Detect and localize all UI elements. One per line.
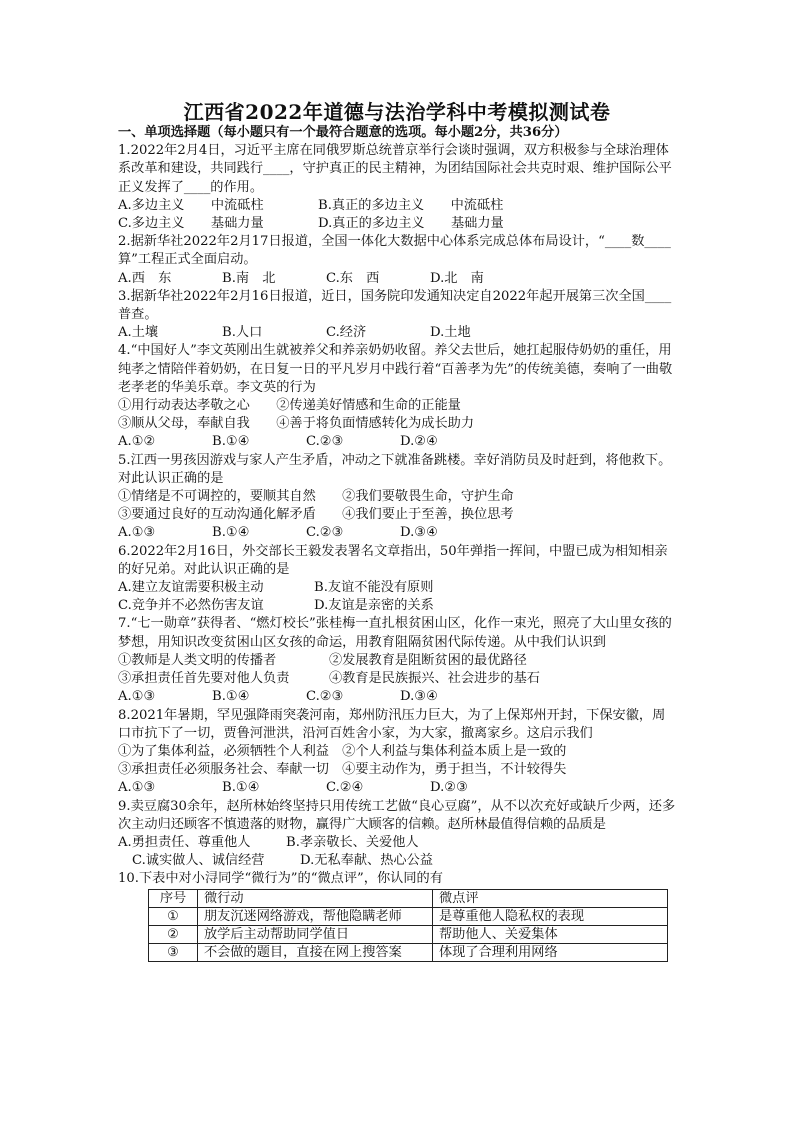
question-4-statements-1: ①用行动表达孝敬之心 ②传递美好情感和生命的正能量 bbox=[118, 398, 461, 414]
option: B.南 北 bbox=[222, 270, 276, 286]
option: B.①④ bbox=[212, 525, 250, 541]
question-5-statements-2: ③要通过良好的互动沟通化解矛盾 ④我们要止于至善，换位思考 bbox=[118, 507, 514, 523]
table-cell: ③ bbox=[149, 943, 198, 961]
question-7-statements-1: ①教师是人类文明的传播者 ②发展教育是阻断贫困的最优路径 bbox=[118, 652, 527, 668]
table-cell: 是尊重他人隐私权的表现 bbox=[433, 907, 668, 925]
option: B.①④ bbox=[222, 780, 260, 796]
table-cell: 帮助他人、关爱集体 bbox=[433, 925, 668, 943]
option: A.土壤 bbox=[118, 325, 159, 341]
option: D.②③ bbox=[430, 780, 468, 796]
option: D.无私奉献、热心公益 bbox=[300, 853, 433, 869]
question-9-options-row-1 bbox=[118, 834, 678, 852]
question-1-stem: 1.2022年2月4日，习近平主席在同俄罗斯总统普京举行会谈时强调，双方积极参与全球治理体系改革和建设，共同践行____，守护真正的民主精神，为团结国际社会共克时艰、维护国际公平正义发挥了____的作用。 bbox=[118, 143, 672, 195]
question-6-options-row-1 bbox=[118, 579, 678, 597]
question-8-statements-1: ①为了集体利益，必须牺牲个人利益 ②个人利益与集体利益本质上是一致的 bbox=[118, 743, 567, 759]
option: C.经济 bbox=[326, 325, 367, 341]
page-title: 江西省2022年道德与法治学科中考模拟测试卷 bbox=[183, 100, 611, 124]
question-7-options bbox=[118, 688, 678, 706]
option: A.①② bbox=[118, 434, 156, 450]
option: D.真正的多边主义 基础力量 bbox=[318, 216, 504, 232]
option: A.多边主义 中流砥柱 bbox=[118, 197, 264, 213]
option: C.东 西 bbox=[326, 270, 380, 286]
table-row bbox=[149, 907, 668, 925]
table-cell: ① bbox=[149, 907, 198, 925]
question-4-options bbox=[118, 433, 678, 451]
table-cell: ② bbox=[149, 925, 198, 943]
option: A.建立友谊需要积极主动 bbox=[118, 580, 264, 596]
option: B.真正的多边主义 中流砥柱 bbox=[318, 197, 504, 213]
table-cell: 朋友沉迷网络游戏，帮他隐瞒老师 bbox=[198, 907, 433, 925]
option: C.②③ bbox=[306, 434, 344, 450]
question-3-stem: 3.据新华社2022年2月16日报道，近日，国务院印发通知决定自2022年起开展第三次全国____普查。 bbox=[118, 288, 672, 323]
question-4-stem: 4.“中国好人”李文英刚出生就被养父和养亲奶奶收留。养父去世后，她扛起服侍奶奶的重任，用纯孝之情陪伴着奶奶，在日复一日的平凡岁月中践行着“百善孝为先”的传统美德，奏响了一曲敬老孝老的华美乐章。李文英的行为 bbox=[118, 343, 673, 395]
question-2-options bbox=[118, 270, 678, 288]
option: A.①③ bbox=[118, 780, 156, 796]
table-cell: 放学后主动帮助同学值日 bbox=[198, 925, 433, 943]
question-5-statements-1: ①情绪是不可调控的，要顺其自然 ②我们要敬畏生命，守护生命 bbox=[118, 489, 514, 505]
question-1-options-row-1 bbox=[118, 197, 678, 215]
question-9-stem: 9.卖豆腐30余年，赵所林始终坚持只用传统工艺做“良心豆腐”，从不以次充好或缺斤少两，还多次主动归还顾客不慎遗落的财物，赢得广大顾客的信赖。赵所林最值得信赖的品质是 bbox=[118, 798, 676, 832]
option: B.①④ bbox=[212, 689, 250, 705]
exam-content bbox=[118, 124, 678, 962]
question-5-stem: 5.江西一男孩因游戏与家人产生矛盾，冲动之下就准备跳楼。幸好消防员及时赶到，将他救下。对此认识正确的是 bbox=[118, 452, 672, 486]
option: C.诚实做人、诚信经营 bbox=[132, 853, 265, 869]
option: D.③④ bbox=[400, 689, 438, 705]
option: D.②④ bbox=[400, 434, 438, 450]
question-1-options-row-2 bbox=[118, 215, 678, 233]
option: D.土地 bbox=[430, 325, 471, 341]
option: A.①③ bbox=[118, 525, 156, 541]
option: C.②③ bbox=[306, 525, 344, 541]
question-3-options bbox=[118, 324, 678, 342]
table-row bbox=[149, 925, 668, 943]
question-8-statements-2: ③承担责任必须服务社会、奉献一切 ④要主动作为，勇于担当，不计较得失 bbox=[118, 762, 567, 778]
table-header-cell: 微行动 bbox=[198, 889, 433, 907]
table-header-cell: 微点评 bbox=[433, 889, 668, 907]
option: B.孝亲敬长、关爱他人 bbox=[286, 834, 419, 850]
question-2-stem: 2.据新华社2022年2月17日报道，全国一体化大数据中心体系完成总体布局设计，“____数____算”工程正式全面启动。 bbox=[118, 234, 671, 268]
option: D.北 南 bbox=[430, 270, 484, 286]
question-8-options bbox=[118, 779, 678, 797]
question-7-statements-2: ③承担责任首先要对他人负责 ④教育是民族振兴、社会进步的基石 bbox=[118, 671, 540, 687]
option: B.人口 bbox=[222, 325, 263, 341]
question-6-options-row-2 bbox=[118, 597, 678, 615]
question-10-stem: 10.下表中对小浔同学“微行为”的“微点评”，你认同的有 bbox=[118, 871, 443, 887]
option: C.竞争并不必然伤害友谊 bbox=[118, 598, 264, 614]
question-4-statements-2: ③顺从父母，奉献自我 ④善于将负面情感转化为成长助力 bbox=[118, 416, 475, 432]
option: B.友谊不能没有原则 bbox=[314, 580, 434, 596]
table-cell: 体现了合理利用网络 bbox=[433, 943, 668, 961]
option: A.勇担责任、尊重他人 bbox=[118, 834, 251, 850]
question-7-stem: 7.“七一勋章”获得者、“燃灯校长”张桂梅一直扎根贫困山区，化作一束光，照亮了大山里女孩的梦想，用知识改变贫困山区女孩的命运，用教育阻隔贫困代际传递。从中我们认识到 bbox=[118, 616, 672, 650]
question-9-options-row-2 bbox=[118, 852, 678, 870]
table-header-cell: 序号 bbox=[149, 889, 198, 907]
section-heading: 一、单项选择题（每小题只有一个最符合题意的选项。每小题2分，共36分） bbox=[118, 125, 568, 140]
question-8-stem: 8.2021年暑期，罕见强降雨突袭河南，郑州防汛压力巨大，为了上保郑州开封，下保安徽，周口市抗下了一切，贾鲁河泄洪，沿河百姓舍小家，为大家，撤离家乡。这启示我们 bbox=[118, 707, 666, 741]
option: A.西 东 bbox=[118, 270, 172, 286]
option: C.多边主义 基础力量 bbox=[118, 216, 264, 232]
table-cell: 不会做的题目，直接在网上搜答案 bbox=[198, 943, 433, 961]
micro-behavior-table bbox=[148, 889, 668, 962]
question-6-stem: 6.2022年2月16日，外交部长王毅发表署名文章指出，50年弹指一挥间，中盟已成为相知相亲的好兄弟。对此认识正确的是 bbox=[118, 543, 668, 577]
question-5-options bbox=[118, 524, 678, 542]
option: C.②④ bbox=[326, 780, 364, 796]
option: A.①③ bbox=[118, 689, 156, 705]
option: B.①④ bbox=[212, 434, 250, 450]
option: D.友谊是亲密的关系 bbox=[314, 598, 434, 614]
option: C.②③ bbox=[306, 689, 344, 705]
table-row bbox=[149, 943, 668, 961]
table-header-row bbox=[149, 889, 668, 907]
option: D.③④ bbox=[400, 525, 438, 541]
